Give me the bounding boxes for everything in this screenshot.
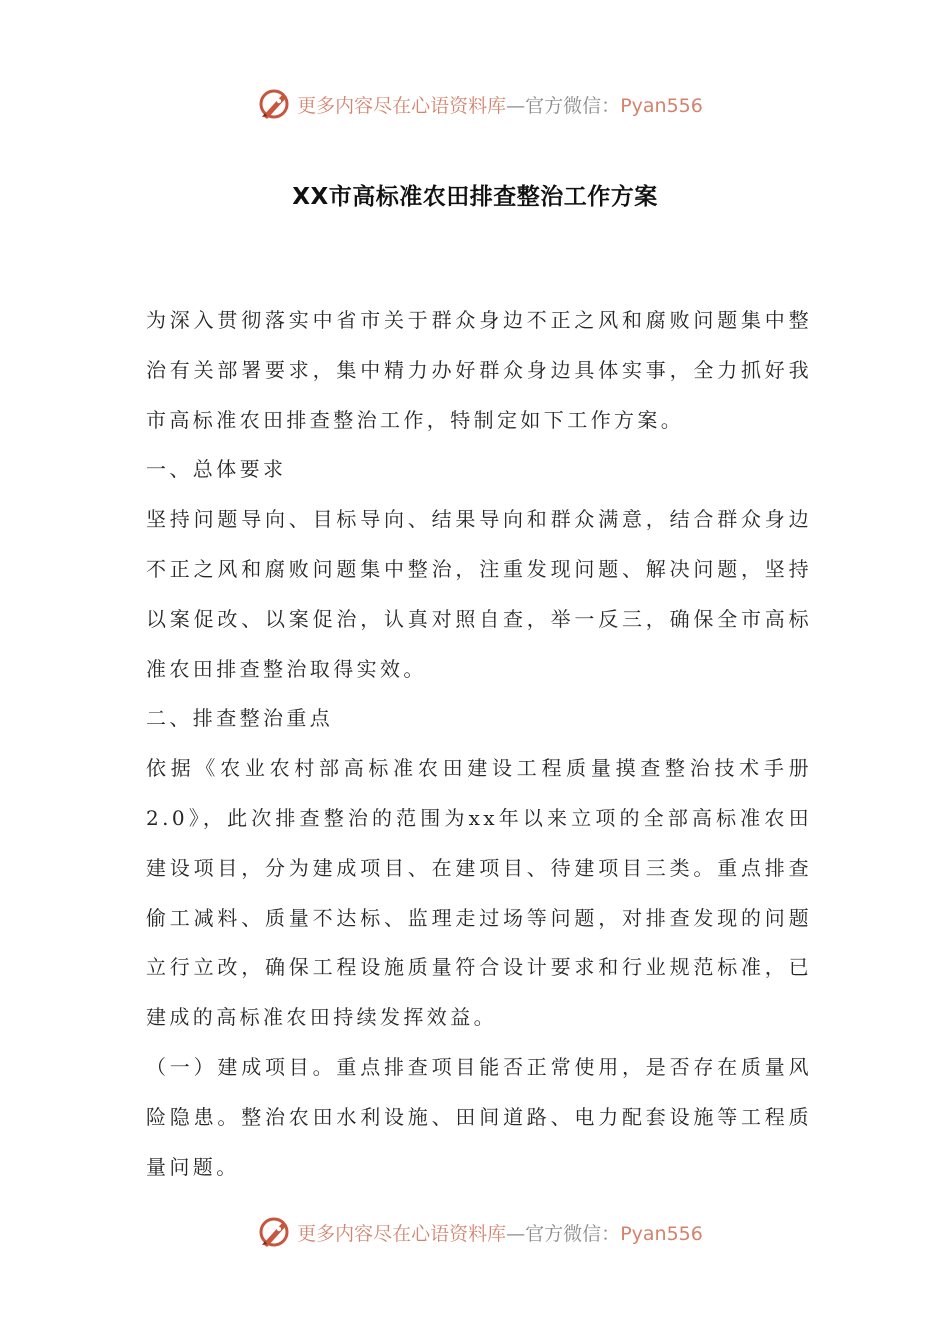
heading-general-requirements: 一、总体要求: [146, 457, 287, 482]
watermark-banner-bottom: [0, 1212, 950, 1252]
pen-logo-icon: [257, 1214, 293, 1250]
watermark-main: 更多内容尽在心语资料库: [297, 1222, 507, 1245]
watermark-separator: —: [506, 1222, 526, 1245]
watermark-text: [297, 91, 703, 118]
document-body: [146, 296, 812, 1192]
paragraph-completed-projects: （一）建成项目。重点排查项目能否正常使用，是否存在质量风险隐患。整治农田水利设施、田间道路、电力配套设施等工程质量问题。: [146, 1054, 812, 1179]
watermark-banner-inner: [257, 86, 703, 122]
paragraph-intro: 为深入贯彻落实中省市关于群众身边不正之风和腐败问题集中整治有关部署要求，集中精力办好群众身边具体实事，全力抓好我市高标准农田排查整治工作，特制定如下工作方案。: [146, 308, 812, 432]
paragraph-general-requirements: 坚持问题导向、目标导向、结果导向和群众满意，结合群众身边不正之风和腐败问题集中整治，注重发现问题、解决问题，坚持以案促改、以案促治，认真对照自查，举一反三，确保全市高标准农田排查整治取得实效。: [146, 507, 812, 681]
paragraph-rectification-scope: 依据《农业农村部高标准农田建设工程质量摸查整治技术手册2.0》，此次排查整治的范围为xx年以来立项的全部高标准农田建设项目，分为建成项目、在建项目、待建项目三类。重点排查偷工减料、质量不达标、监理走过场等问题，对排查发现的问题立行立改，确保工程设施质量符合设计要求和行业规范标准，已建成的高标准农田持续发挥效益。: [146, 756, 812, 1030]
watermark-main: 更多内容尽在心语资料库: [297, 94, 507, 117]
watermark-wechat-label: 官方微信：: [525, 94, 621, 117]
watermark-banner-top: [0, 84, 950, 124]
watermark-wechat-id: Pyan556: [620, 1222, 703, 1245]
heading-rectification-focus: 二、排查整治重点: [146, 706, 334, 731]
watermark-banner-inner: [257, 1214, 703, 1250]
watermark-text: [297, 1219, 703, 1246]
watermark-wechat-id: Pyan556: [620, 94, 703, 117]
pen-logo-icon: [257, 86, 293, 122]
watermark-wechat-label: 官方微信：: [525, 1222, 621, 1245]
document-title: XX市高标准农田排查整治工作方案: [292, 184, 658, 210]
watermark-separator: —: [506, 94, 526, 117]
